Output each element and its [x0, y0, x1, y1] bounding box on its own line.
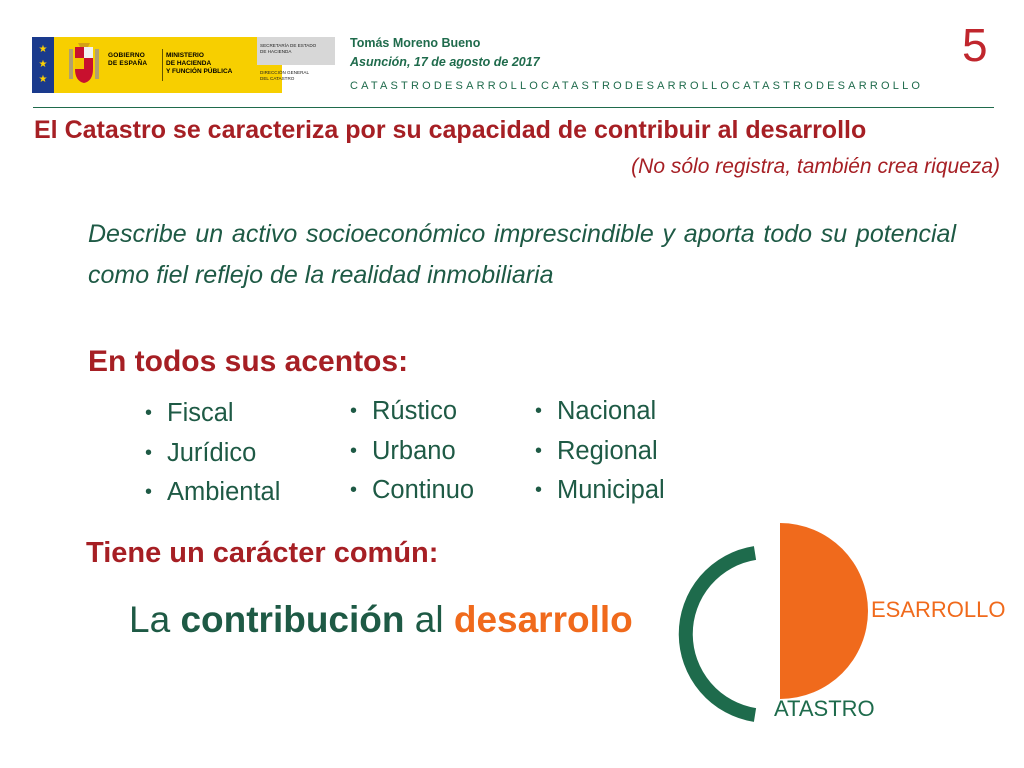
slide-subtitle: (No sólo registra, también crea riqueza) [631, 155, 1000, 178]
list-item: • Jurídico [145, 438, 257, 467]
accents-list-scope [535, 392, 665, 511]
description-paragraph: Describe un activo socioeconómico imprescindible y aporta todo su potencial como fiel reflejo de la realidad inmobiliaria [88, 220, 956, 289]
desarrollo-half-disc [780, 523, 868, 699]
slide-title: El Catastro se caracteriza por su capacidad de contribuir al desarrollo [34, 116, 867, 144]
accents-heading: En todos sus acentos: [88, 345, 409, 378]
desarrollo-label: ESARROLLO [871, 597, 1006, 622]
direccion-text: DIRECCIÓN GENERAL DEL CATASTRO [260, 70, 310, 81]
common-heading: Tiene un carácter común: [86, 537, 439, 569]
list-item: • Ambiental [145, 478, 281, 506]
page-number: 5 [962, 19, 988, 71]
eu-flag [32, 37, 54, 93]
gobierno-text: GOBIERNO DE ESPAÑA [108, 52, 148, 67]
coat-of-arms-icon [66, 43, 102, 87]
accents-list-fiscal [145, 394, 280, 513]
star-icon: ★ [38, 44, 48, 55]
header-divider [33, 107, 994, 108]
ministerio-text: MINISTERIO DE HACIENDA Y FUNCIÓN PÚBLICA [166, 52, 233, 75]
list-item: • Urbano [350, 436, 456, 465]
list-item: • Nacional [535, 397, 657, 425]
author-name: Tomás Moreno Bueno [350, 36, 481, 50]
list-item: • Municipal [535, 476, 665, 504]
catastro-c-arc [686, 553, 755, 715]
logo-yellow-band [54, 37, 282, 93]
contribution-statement: La contribución al desarrollo [129, 599, 633, 640]
list-item: • Rústico [350, 397, 458, 425]
brand-strip: CATASTRODESARROLLOCATASTRODESARROLLOCATASTRODESARROLLO [350, 80, 924, 92]
star-icon: ★ [38, 59, 48, 70]
list-item: • Continuo [350, 476, 475, 504]
presentation-date: Asunción, 17 de agosto de 2017 [350, 55, 540, 69]
list-item: • Fiscal [145, 399, 234, 427]
logo-grey-band [260, 37, 335, 93]
accents-list-territory [350, 392, 474, 511]
star-icon: ★ [38, 74, 48, 85]
catastro-label: ATASTRO [774, 696, 875, 721]
secretaria-text: SECRETARÍA DE ESTADO DE HACIENDA [260, 43, 317, 54]
government-logo [32, 37, 335, 93]
list-item: • Regional [535, 436, 658, 465]
